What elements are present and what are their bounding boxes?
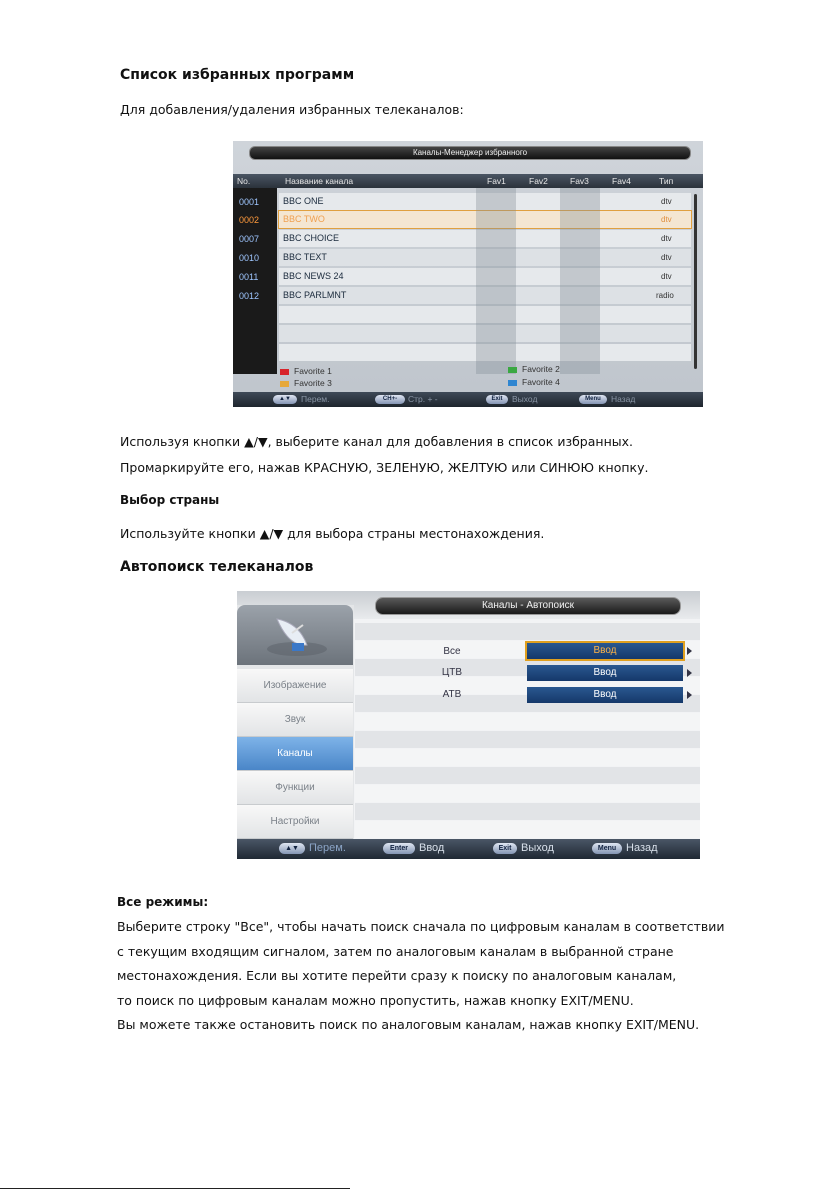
legend-favorite-2: Favorite 2 xyxy=(508,364,560,374)
para-allmodes-line: то поиск по цифровым каналам можно пропустить, нажав кнопку EXIT/MENU. xyxy=(117,993,634,1008)
col-fav3: Fav3 xyxy=(570,176,589,186)
tab-settings[interactable]: Настройки xyxy=(237,805,353,839)
ch-key-label: Стр. + - xyxy=(408,394,438,404)
channel-number: 0011 xyxy=(239,272,259,282)
fav-screen-title: Каналы-Менеджер избранного xyxy=(249,146,691,160)
option-dtv-enter[interactable]: Ввод xyxy=(527,665,683,681)
col-type: Тип xyxy=(659,176,674,186)
col-fav4: Fav4 xyxy=(612,176,631,186)
fav-table-header xyxy=(233,174,703,188)
para-allmodes-line: с текущим входящим сигналом, затем по аналоговым каналам в выбранной стране xyxy=(117,944,674,959)
fav-key-hints xyxy=(233,392,703,407)
menu-key-label: Назад xyxy=(626,842,658,854)
auto-search-screen xyxy=(237,591,700,859)
auto-screen-title: Каналы - Автопоиск xyxy=(375,597,681,615)
arrows-key: ▲▼ xyxy=(273,395,297,404)
channel-number: 0010 xyxy=(239,253,260,263)
channel-type: dtv xyxy=(661,272,672,281)
channel-name: BBC TWO xyxy=(283,214,325,224)
channel-number: 0001 xyxy=(239,197,260,207)
yellow-swatch-icon xyxy=(280,381,289,387)
option-all-label: Все xyxy=(443,646,461,657)
channel-type: dtv xyxy=(661,234,672,243)
exit-key-label: Выход xyxy=(512,394,538,404)
para1-line1: Используя кнопки ▲/▼, выберите канал для добавления в список избранных. xyxy=(120,434,633,449)
channel-name: BBC PARLMNT xyxy=(283,290,347,300)
arrows-key-label: Перем. xyxy=(309,842,346,854)
menu-key: Menu xyxy=(592,843,622,854)
green-swatch-icon xyxy=(508,367,517,373)
col-fav1: Fav1 xyxy=(487,176,506,186)
tab-image[interactable]: Изображение xyxy=(237,669,353,703)
enter-key-label: Ввод xyxy=(419,842,445,854)
legend-favorite-4: Favorite 4 xyxy=(508,377,560,387)
arrow-right-icon xyxy=(687,669,692,677)
channel-number: 0007 xyxy=(239,234,260,244)
para-country: Используйте кнопки ▲/▼ для выбора страны местонахождения. xyxy=(120,526,545,541)
channel-number: 0002 xyxy=(239,215,260,225)
exit-key: Exit xyxy=(493,843,517,854)
col-fav2: Fav2 xyxy=(529,176,548,186)
satellite-dish-icon xyxy=(237,605,353,665)
auto-key-hints xyxy=(237,839,700,859)
para-allmodes-line: местонахождения. Если вы хотите перейти сразу к поиску по аналоговым каналам, xyxy=(117,968,677,983)
channel-name: BBC ONE xyxy=(283,196,324,206)
channel-type: dtv xyxy=(661,253,672,262)
para1-line2: Промаркируйте его, нажав КРАСНУЮ, ЗЕЛЕНУЮ, ЖЕЛТУЮ или СИНЮЮ кнопку. xyxy=(120,460,649,475)
heading-country: Выбор страны xyxy=(120,493,220,507)
arrow-right-icon xyxy=(687,647,692,655)
legend-favorite-1: Favorite 1 xyxy=(280,366,332,376)
menu-key: Menu xyxy=(579,395,607,404)
channel-name: BBC CHOICE xyxy=(283,233,340,243)
menu-key-label: Назад xyxy=(611,394,636,404)
channel-type: dtv xyxy=(661,215,672,224)
legend-favorite-3: Favorite 3 xyxy=(280,378,332,388)
para-allmodes-line: Выберите строку "Все", чтобы начать поиск сначала по цифровым каналам в соответствии xyxy=(117,919,725,934)
channel-name: BBC TEXT xyxy=(283,252,327,262)
arrows-key: ▲▼ xyxy=(279,843,305,854)
col-name: Название канала xyxy=(285,176,354,186)
ch-key: CH+- xyxy=(375,395,405,404)
channel-type: dtv xyxy=(661,197,672,206)
tab-sound[interactable]: Звук xyxy=(237,703,353,737)
heading-favorites: Список избранных программ xyxy=(120,67,355,83)
heading-autosearch: Автопоиск телеканалов xyxy=(120,559,314,575)
exit-key: Exit xyxy=(486,395,508,404)
col-no: No. xyxy=(237,176,251,186)
intro-favorites: Для добавления/удаления избранных телеканалов: xyxy=(120,102,464,117)
red-swatch-icon xyxy=(280,369,289,375)
heading-allmodes: Все режимы: xyxy=(117,895,209,909)
tab-channels[interactable]: Каналы xyxy=(237,737,353,771)
favorites-manager-screen xyxy=(233,141,703,407)
enter-key: Enter xyxy=(383,843,415,854)
blue-swatch-icon xyxy=(508,380,517,386)
option-dtv-label: ЦТВ xyxy=(441,667,463,678)
option-atv-enter[interactable]: Ввод xyxy=(527,687,683,703)
option-all-enter[interactable]: Ввод xyxy=(527,643,683,659)
tab-functions[interactable]: Функции xyxy=(237,771,353,805)
exit-key-label: Выход xyxy=(521,842,554,854)
channel-number: 0012 xyxy=(239,291,260,301)
scrollbar[interactable] xyxy=(694,194,697,369)
arrows-key-label: Перем. xyxy=(301,394,330,404)
para-allmodes-line: Вы можете также остановить поиск по аналоговым каналам, нажав кнопку EXIT/MENU. xyxy=(117,1017,700,1032)
footer-rule xyxy=(0,1188,350,1189)
channel-name: BBC NEWS 24 xyxy=(283,271,344,281)
option-atv-label: АТВ xyxy=(442,689,462,700)
arrow-right-icon xyxy=(687,691,692,699)
channel-type: radio xyxy=(656,291,674,300)
